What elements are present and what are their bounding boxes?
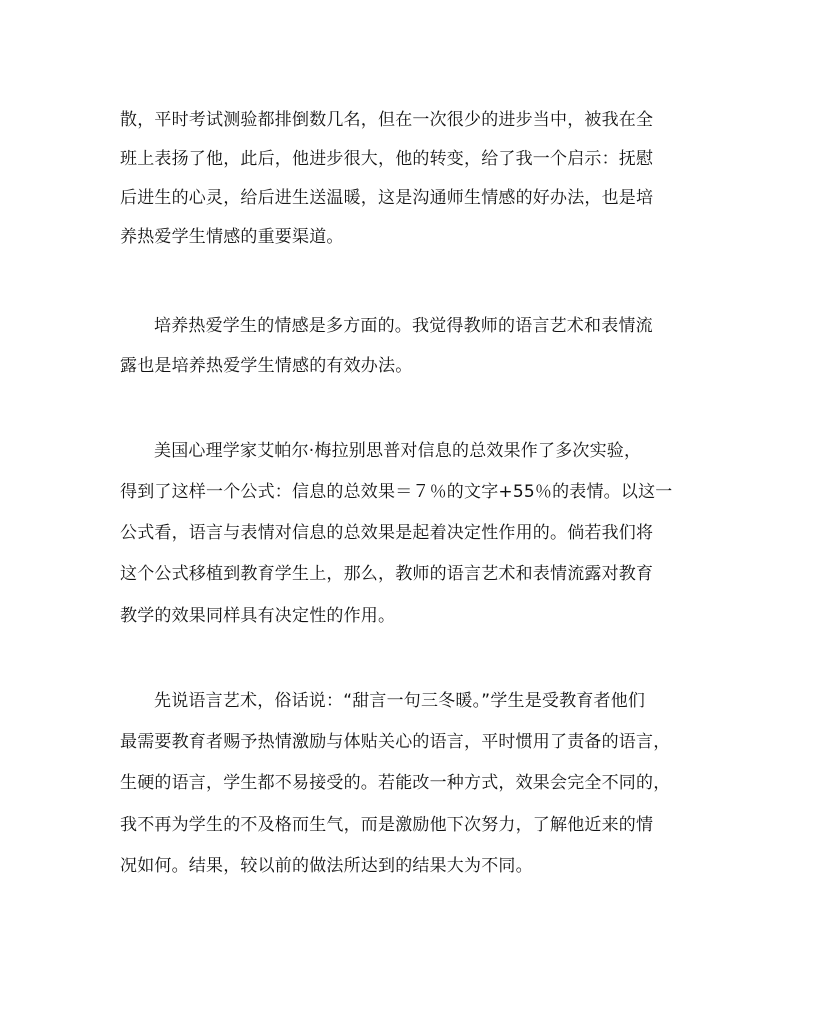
paragraph-2-line-2: 露也是培养热爱学生情感的有效办法。 (120, 356, 413, 376)
paragraph-3-line-3: 公式看，语言与表情对信息的总效果是起着决定性作用的。倘若我们将 (120, 523, 654, 543)
paragraph-1-line-3: 后进生的心灵，给后进生送温暖，这是沟通师生情感的好办法，也是培 (120, 188, 654, 208)
paragraph-1-line-4: 养热爱学生情感的重要渠道。 (120, 227, 344, 247)
paragraph-3-line-2: 得到了这样一个公式：信息的总效果＝７％的文字+55％的表情。以这一 (120, 482, 673, 502)
paragraph-4-line-1: 先说语言艺术，俗话说：“甜言一句三冬暖。”学生是受教育者他们 (154, 691, 646, 711)
paragraph-3-line-5: 教学的效果同样具有决定性的作用。 (120, 606, 396, 626)
paragraph-4-line-2: 最需要教育者赐予热情激励与体贴关心的语言，平时惯用了责备的语言， (120, 732, 671, 752)
paragraph-4-line-5: 况如何。结果，较以前的做法所达到的结果大为不同。 (120, 856, 533, 876)
paragraph-4-line-4: 我不再为学生的不及格而生气，而是激励他下次努力，了解他近来的情 (120, 815, 654, 835)
paragraph-2-line-1: 培养热爱学生的情感是多方面的。我觉得教师的语言艺术和表情流 (154, 316, 653, 336)
paragraph-1-line-1: 散，平时考试测验都排倒数几名，但在一次很少的进步当中，被我在全 (120, 110, 654, 130)
paragraph-3-line-4: 这个公式移植到教育学生上，那么，教师的语言艺术和表情流露对教育 (120, 564, 654, 584)
paragraph-4-line-3: 生硬的语言，学生都不易接受的。若能改一种方式，效果会完全不同的， (120, 773, 671, 793)
paragraph-3-line-1: 美国心理学家艾帕尔·梅拉别思普对信息的总效果作了多次实验， (154, 441, 642, 461)
paragraph-1-line-2: 班上表扬了他，此后，他进步很大，他的转变，给了我一个启示：抚慰 (120, 149, 654, 169)
